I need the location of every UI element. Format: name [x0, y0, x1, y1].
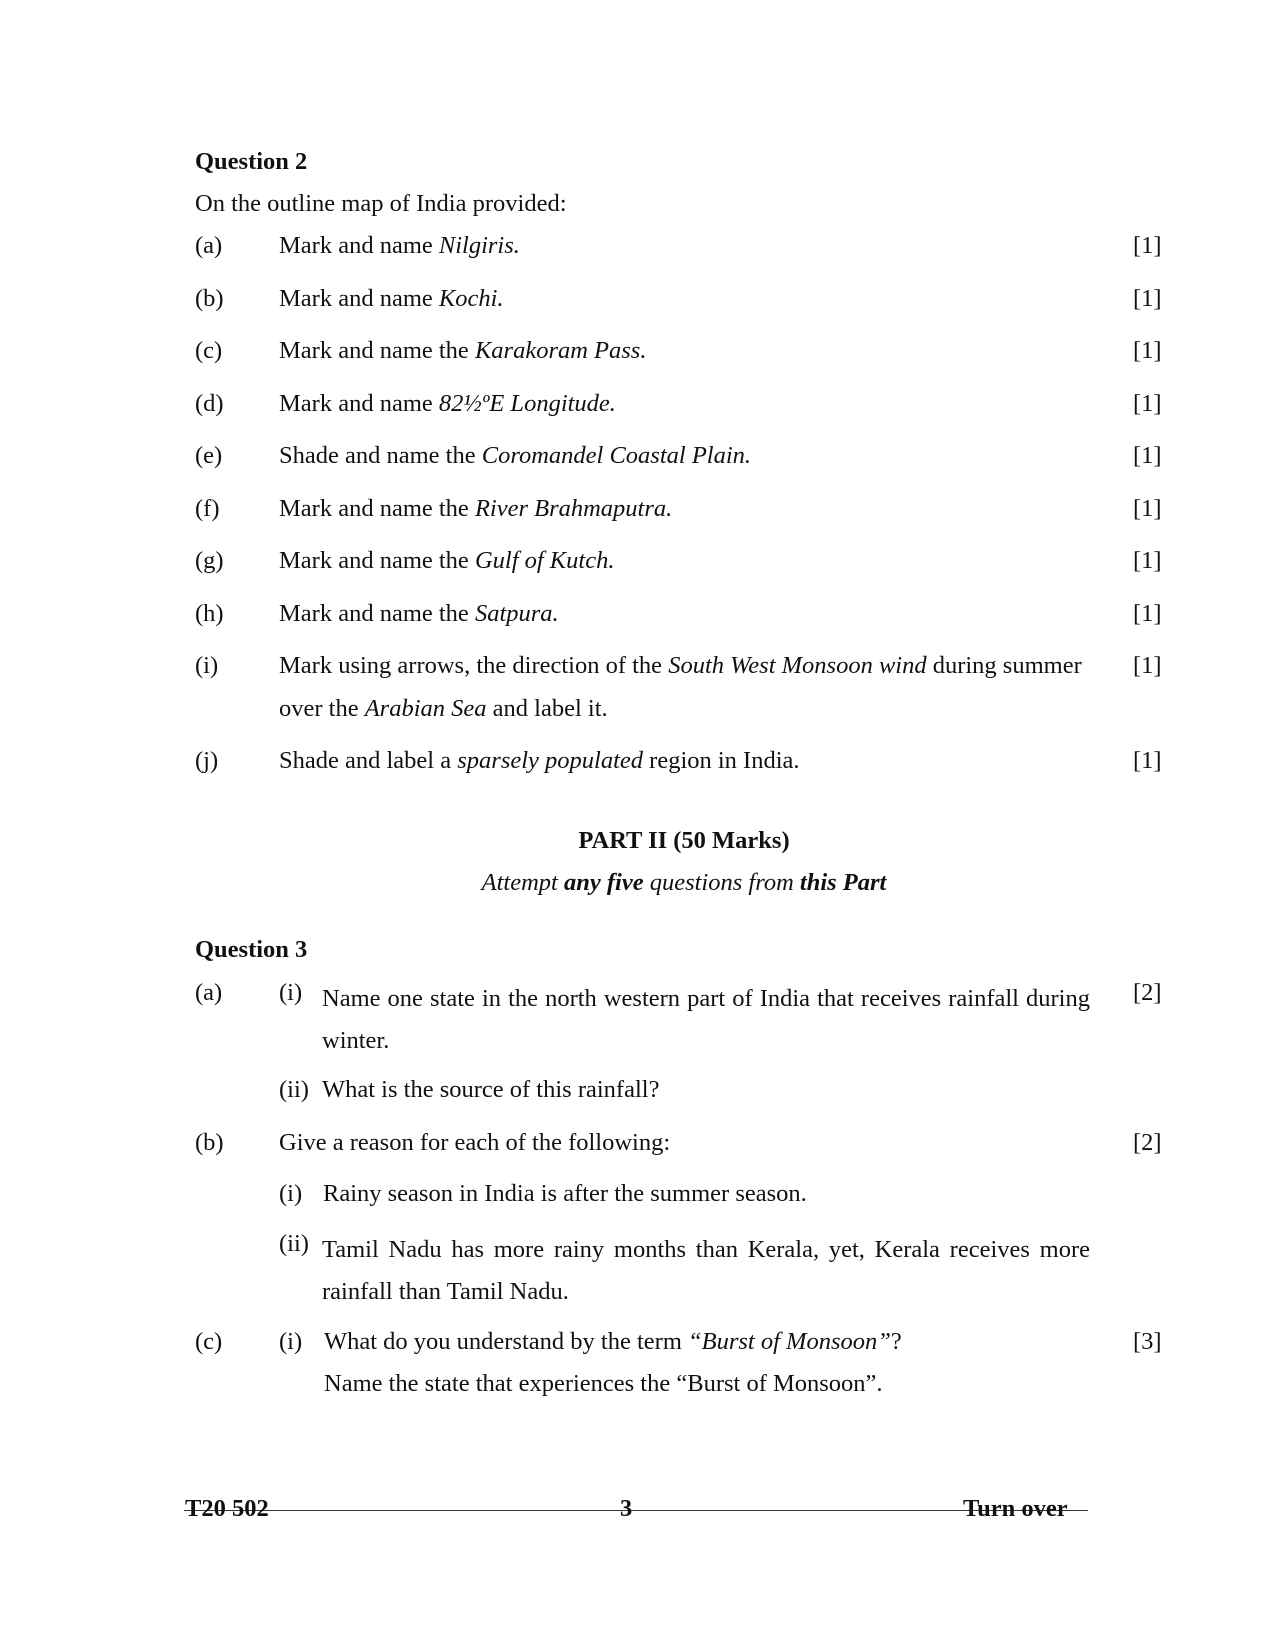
q3-b-text: Give a reason for each of the following: — [279, 1129, 671, 1156]
q3-a-i-text: Name one state in the north western part of India that receives rainfall during winter. — [322, 985, 1090, 1054]
footer-turn-over: Turn over — [963, 1495, 1068, 1522]
q3-c-label: (c) — [195, 1328, 223, 1355]
q2-item-h-label: (h) — [195, 600, 224, 627]
q2-item-i-text-line-2: over the Arabian Sea and label it. — [279, 695, 608, 722]
q2-item-j-marks: [1] — [1133, 747, 1162, 774]
part-2-instruction: Attempt any five questions from this Part — [481, 869, 887, 896]
q2-item-e-text: Shade and name the Coromandel Coastal Plain. — [279, 442, 752, 469]
q2-item-b-text: Mark and name Kochi. — [279, 285, 504, 312]
q2-item-d-marks: [1] — [1133, 390, 1162, 417]
q3-b-i-label: (i) — [279, 1180, 303, 1207]
q2-item-g-text: Mark and name the Gulf of Kutch. — [279, 547, 615, 574]
q2-item-i-label: (i) — [195, 652, 219, 679]
q2-item-e-label: (e) — [195, 442, 223, 469]
footer-rule — [184, 1510, 1088, 1511]
q2-item-b-label: (b) — [195, 285, 224, 312]
question-2-intro: On the outline map of India provided: — [195, 190, 567, 217]
q3-b-i-text: Rainy season in India is after the summer season. — [323, 1180, 807, 1207]
q2-item-h-text: Mark and name the Satpura. — [279, 600, 559, 627]
q3-a-marks: [2] — [1133, 979, 1162, 1006]
q2-item-a-marks: [1] — [1133, 232, 1162, 259]
q3-a-label: (a) — [195, 979, 223, 1006]
q2-item-c-label: (c) — [195, 337, 223, 364]
q3-a-i-label: (i) — [279, 979, 303, 1006]
q3-b-label: (b) — [195, 1129, 224, 1156]
q2-item-i-marks: [1] — [1133, 652, 1162, 679]
q3-b-marks: [2] — [1133, 1129, 1162, 1156]
q2-item-c-text: Mark and name the Karakoram Pass. — [279, 337, 647, 364]
q3-c-i-label: (i) — [279, 1328, 303, 1355]
question-3-heading: Question 3 — [195, 936, 308, 963]
q3-a-ii-text: What is the source of this rainfall? — [322, 1076, 660, 1103]
q2-item-f-marks: [1] — [1133, 495, 1162, 522]
q3-a-ii-label: (ii) — [279, 1076, 309, 1103]
q2-item-j-label: (j) — [195, 747, 219, 774]
footer-page-number: 3 — [620, 1495, 633, 1522]
q2-item-i-text-line-1: Mark using arrows, the direction of the South West Monsoon wind during summer — [279, 652, 1082, 679]
q2-item-f-text: Mark and name the River Brahmaputra. — [279, 495, 673, 522]
q3-c-marks: [3] — [1133, 1328, 1162, 1355]
q2-item-d-text: Mark and name 82½ºE Longitude. — [279, 390, 616, 417]
q2-item-j-text: Shade and label a sparsely populated region in India. — [279, 747, 800, 774]
q3-c-i-text-line-2: Name the state that experiences the “Burst of Monsoon”. — [324, 1370, 883, 1397]
q2-item-d-label: (d) — [195, 390, 224, 417]
q2-item-b-marks: [1] — [1133, 285, 1162, 312]
part-2-title: PART II (50 Marks) — [578, 827, 790, 854]
q2-item-h-marks: [1] — [1133, 600, 1162, 627]
q3-b-ii-label: (ii) — [279, 1230, 309, 1257]
q3-c-i-text: What do you understand by the term “Burst of Monsoon”? — [324, 1328, 902, 1355]
q2-item-g-label: (g) — [195, 547, 224, 574]
question-2-heading: Question 2 — [195, 148, 308, 175]
q2-item-c-marks: [1] — [1133, 337, 1162, 364]
q2-item-e-marks: [1] — [1133, 442, 1162, 469]
q2-item-a-text: Mark and name Nilgiris. — [279, 232, 520, 259]
q2-item-f-label: (f) — [195, 495, 220, 522]
footer-paper-code: T20 502 — [185, 1495, 269, 1522]
q2-item-a-label: (a) — [195, 232, 223, 259]
q2-item-g-marks: [1] — [1133, 547, 1162, 574]
q3-b-ii-text: Tamil Nadu has more rainy months than Kerala, yet, Kerala receives more rainfall than Tamil Nadu. — [322, 1236, 1090, 1305]
